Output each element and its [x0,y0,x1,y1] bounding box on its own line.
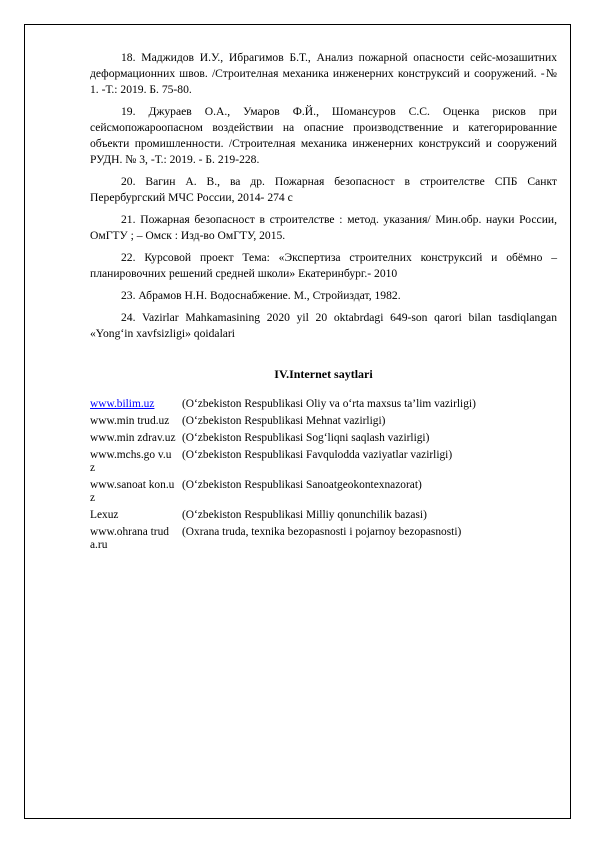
section-heading: IV.Internet saytlari [274,367,373,381]
table-row [88,432,558,449]
site-description: (O‘zbekiston Respublikasi Mehnat vazirligi) [182,415,386,427]
document-body [90,50,557,556]
site-description: (O‘zbekiston Respublikasi Favqulodda vaziyatlar vazirligi) [182,449,453,461]
site-name: www.min zdrav.uz [90,432,176,444]
reference-item-19: 19. Джураев О.А., Умаров Ф.Й., Шомансуров С.С. Оценка рисков при сейсмопожароопасном воздействии на опасние производственние и категорированние объекти промишленности. /Строителная механика инженерних конструксий и сооружений РУДН. № 3, -Т.: 2019. - Б. 219-228. [90,105,557,166]
table-row [88,526,558,556]
table-row [88,449,558,479]
reference-item-20: 20. Вагин А. В., ва др. Пожарная безопасност в строителстве СПБ Санкт Перербургский МЧС России, 2014- 274 с [90,175,557,204]
site-name: www.sanoat kon.uz [90,479,175,504]
internet-sites-table [88,398,558,556]
table-row [88,479,558,509]
table-row [88,415,558,432]
table-row [88,398,558,415]
site-description: (O‘zbekiston Respublikasi Sanoatgeokontexnazorat) [182,479,422,491]
site-description: (O‘zbekiston Respublikasi Sog‘liqni saqlash vazirligi) [182,432,430,444]
site-name: Lexuz [90,509,119,521]
reference-item-21: 21. Пожарная безопасност в строителстве : метод. указания/ Мин.обр. науки России, ОмГТУ ; – Омск : Изд-во ОмГТУ, 2015. [90,213,557,242]
site-name: www.min trud.uz [90,415,170,427]
table-row [88,509,558,526]
reference-item-22: 22. Курсовой проект Тема: «Экспертиза строителних конструксий и обёмно – планировочних решений средней школи» Екатеринбург.- 2010 [90,251,557,280]
reference-list [90,50,557,342]
reference-item-23: 23. Абрамов Н.Н. Водоснабжение. М., Стройиздат, 1982. [121,289,401,302]
site-description: (O‘zbekiston Respublikasi Oliy va o‘rta maxsus ta’lim vazirligi) [182,398,476,410]
reference-item-24: 24. Vazirlar Mahkamasining 2020 yil 20 oktabrdagi 649-son qarori bilan tasdiqlangan «Yong‘in xavfsizligi» qoidalari [90,311,557,340]
reference-item-18: 18. Маджидов И.У., Ибрагимов Б.Т., Анализ пожарной опасности сейс-мозашитних деформационних швов. /Строителная механика инженерних конструксий и сооружений. -№ 1. -Т.: 2019. Б. 75-80. [90,51,557,96]
site-name: www.mchs.go v.uz [90,449,172,474]
site-description: (Oxrana truda, texnika bezopasnosti i pojarnoy bezopasnosti) [182,526,462,538]
site-link-bilim[interactable]: www.bilim.uz [90,398,155,410]
site-name: www.ohrana truda.ru [90,526,169,551]
site-description: (O‘zbekiston Respublikasi Milliy qonunchilik bazasi) [182,509,427,521]
